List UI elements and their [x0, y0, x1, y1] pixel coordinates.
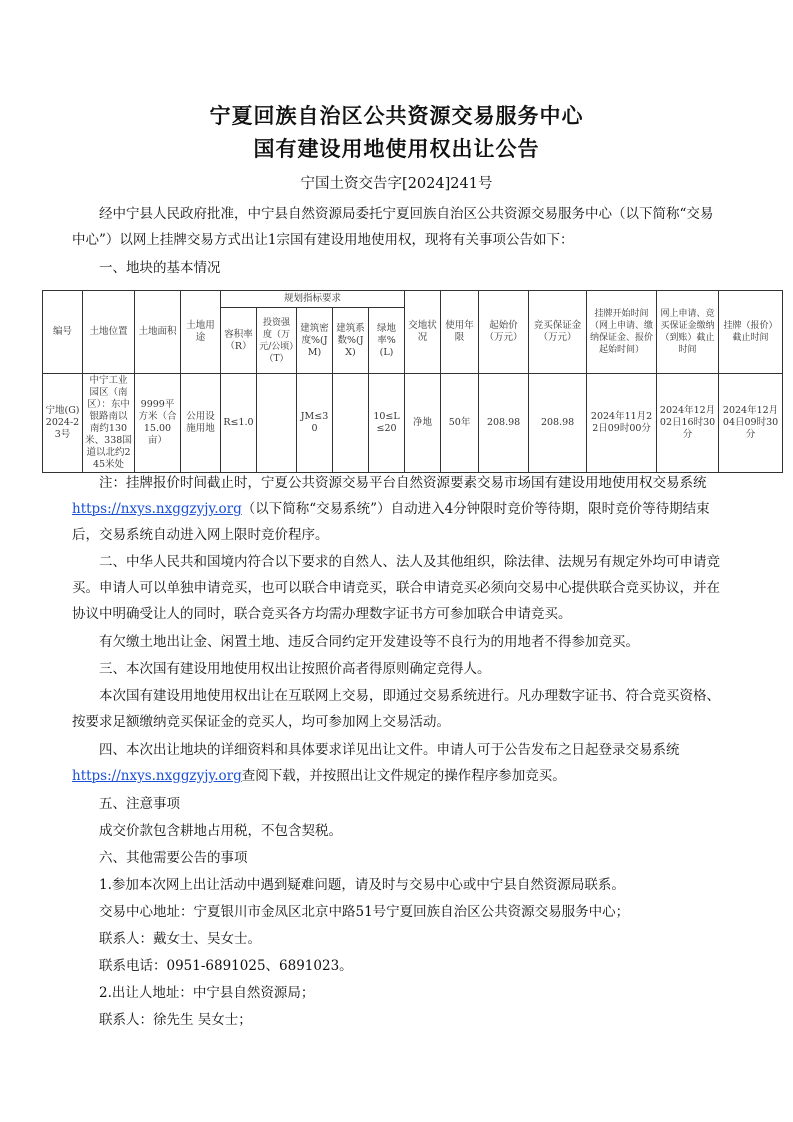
document-number: 宁国土资交告字[2024]241号	[300, 176, 493, 192]
section1-heading: 一、地块的基本情况	[99, 260, 221, 276]
cell-coefficient	[333, 374, 369, 473]
notice-title: 国有建设用地使用权出让公告	[253, 136, 540, 161]
header-delivery: 交地状况	[405, 291, 441, 374]
header-number: 编号	[43, 291, 83, 374]
header-far: 容积率（R）	[221, 308, 257, 374]
section3-paragraph-2: 本次国有建设用地使用权出让在互联网上交易，即通过交易系统进行。凡办理数字证书、符合竞买资格、按要求足额缴纳竞买保证金的竞买人，均可参加网上交易活动。	[72, 688, 720, 730]
section6-item2: 2.出让人地址：中宁县自然资源局；	[99, 985, 315, 1001]
header-listing-end: 挂牌（报价）截止时间	[719, 291, 783, 374]
header-investment: 投资强度（万元/公顷）（T）	[257, 308, 297, 374]
plot-info-table	[42, 290, 783, 473]
cell-term: 50年	[441, 374, 479, 473]
cell-listing-start: 2024年11月22日09时00分	[587, 374, 657, 473]
cell-location: 中宁工业园区（南区）：东中银路南以南约130米、338国道以北约245米处	[83, 374, 135, 473]
header-green: 绿地率%(L)	[369, 308, 405, 374]
cell-number: 宁地(G)2024-23号	[43, 374, 83, 473]
table-header-row	[43, 291, 783, 308]
header-term: 使用年限	[441, 291, 479, 374]
cell-density: JM≤30	[297, 374, 333, 473]
table-row	[43, 374, 783, 473]
section4-text-after: 查阅下载，并按照出让文件规定的操作程序参加竞买。	[241, 768, 566, 784]
header-coefficient: 建筑系数%(JX)	[333, 308, 369, 374]
section5-text: 成交价款包含耕地占用税，不包含契税。	[99, 823, 342, 839]
cell-delivery: 净地	[405, 374, 441, 473]
header-density: 建筑密度%(JM)	[297, 308, 333, 374]
cell-area: 9999平方米（合15.00亩）	[135, 374, 181, 473]
center-address: 交易中心地址：宁夏银川市金凤区北京中路51号宁夏回族自治区公共资源交易服务中心；	[99, 904, 630, 920]
center-contacts: 联系人：戴女士、吴女士。	[99, 931, 261, 947]
section5-heading: 五、注意事项	[99, 796, 180, 812]
section2-paragraph: 二、中华人民共和国境内符合以下要求的自然人、法人及其他组织，除法律、法规另有规定外均可申请竞买。申请人可以单独申请竞买，也可以联合申请竞买，联合申请竞买必须向交易中心提供联合竞买协议，并在协议中明确受让人的同时，联合竞买各方均需办理数字证书方可参加联合申请竞买。	[72, 554, 720, 622]
note-text-after: （以下简称“交易系统”）自动进入4分钟限时竞价等待期，限时竞价等待期结束后，交易系统自动进入网上限时竞价程序。	[72, 501, 710, 543]
cell-deposit: 208.98	[529, 374, 587, 473]
table-note	[72, 470, 722, 548]
download-link[interactable]: https://nxys.nxggzyjy.org	[72, 768, 242, 784]
header-apply-deadline: 网上申请、竞买保证金缴纳（到账）截止时间	[657, 291, 719, 374]
header-start-price: 起始价（万元）	[479, 291, 529, 374]
cell-far: R≤1.0	[221, 374, 257, 473]
header-planning-group: 规划指标要求	[221, 291, 405, 308]
section6-item1: 1.参加本次网上出让活动中遇到疑难问题，请及时与交易中心或中宁县自然资源局联系。	[99, 877, 625, 893]
section6-heading: 六、其他需要公告的事项	[99, 850, 248, 866]
header-deposit: 竞买保证金（万元）	[529, 291, 587, 374]
section3-paragraph: 三、本次国有建设用地使用权出让按照价高者得原则确定竞得人。	[99, 661, 491, 677]
center-phone: 联系电话：0951-6891025、6891023。	[99, 958, 353, 974]
org-title: 宁夏回族自治区公共资源交易服务中心	[209, 103, 584, 128]
cell-investment	[257, 374, 297, 473]
note-text-before: 注：挂牌报价时间截止时，宁夏公共资源交易平台自然资源要素交易市场国有建设用地使用权交易系统	[99, 475, 707, 491]
cell-apply-deadline: 2024年12月02日16时30分	[657, 374, 719, 473]
section2-paragraph-2: 有欠缴土地出让金、闲置土地、违反合同约定开发建设等不良行为的用地者不得参加竞买。	[99, 634, 639, 650]
section4-paragraph	[72, 737, 722, 789]
header-location: 土地位置	[83, 291, 135, 374]
intro-paragraph: 经中宁县人民政府批准，中宁县自然资源局委托宁夏回族自治区公共资源交易服务中心（以下简称“交易中心”）以网上挂牌交易方式出让1宗国有建设用地使用权，现将有关事项公告如下：	[72, 206, 714, 248]
header-use: 土地用途	[181, 291, 221, 374]
trading-system-link[interactable]: https://nxys.nxggzyjy.org	[72, 501, 242, 517]
section4-text-before: 四、本次出让地块的详细资料和具体要求详见出让文件。申请人可于公告发布之日起登录交易系统	[99, 742, 680, 758]
header-listing-start: 挂牌开始时间（网上申请、缴纳保证金、报价起始时间）	[587, 291, 657, 374]
cell-listing-end: 2024年12月04日09时30分	[719, 374, 783, 473]
header-area: 土地面积	[135, 291, 181, 374]
cell-green: 10≤L≤20	[369, 374, 405, 473]
seller-contacts: 联系人：徐先生 吴女士；	[99, 1012, 252, 1028]
cell-start-price: 208.98	[479, 374, 529, 473]
cell-use: 公用设施用地	[181, 374, 221, 473]
